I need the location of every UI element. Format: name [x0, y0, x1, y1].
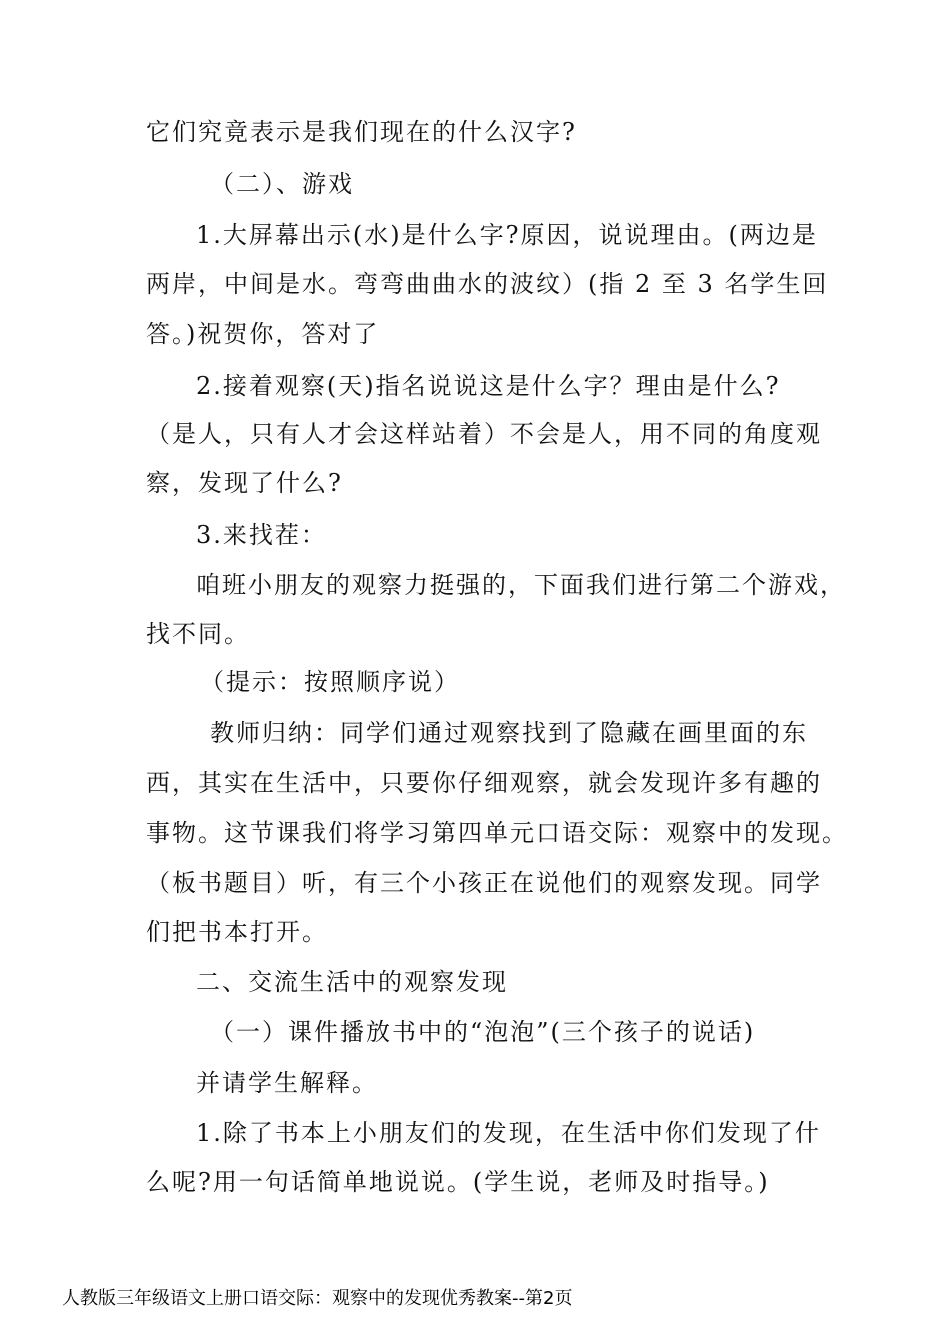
text-line: 教师归纳：同学们通过观察找到了隐藏在画里面的东 — [210, 719, 808, 747]
text-line: （一）课件播放书中的“泡泡”(三个孩子的说话) — [210, 1018, 756, 1046]
text-line: 并请学生解释。 — [196, 1069, 378, 1097]
page-footer: 人教版三年级语文上册口语交际：观察中的发现优秀教案--第2页 — [62, 1288, 573, 1309]
text-line: 3.来找茬： — [196, 521, 327, 549]
section-heading: （二）、游戏 — [210, 170, 354, 198]
text-line: （是人，只有人才会这样站着）不会是人，用不同的角度观 — [146, 420, 822, 448]
text-line: 答。)祝贺你，答对了 — [146, 320, 380, 348]
text-line: 1.大屏幕出示(水)是什么字?原因，说说理由。(两边是 — [196, 221, 818, 249]
text-line: （板书题目）听，有三个小孩正在说他们的观察发现。同学 — [146, 869, 822, 897]
text-line: 么呢?用一句话简单地说说。(学生说，老师及时指导。) — [146, 1168, 770, 1196]
text-line: （提示：按照顺序说） — [200, 668, 460, 696]
text-line: 2.接着观察(天)指名说说这是什么字？理由是什么? — [196, 372, 781, 400]
section-heading: 二、交流生活中的观察发现 — [196, 968, 508, 996]
text-line: 事物。这节课我们将学习第四单元口语交际：观察中的发现。 — [146, 819, 848, 847]
text-line: 1.除了书本上小朋友们的发现，在生活中你们发现了什 — [196, 1119, 821, 1147]
text-line: 两岸，中间是水。弯弯曲曲水的波纹）(指 2 至 3 名学生回 — [146, 270, 829, 298]
text-line: 它们究竟表示是我们现在的什么汉字? — [146, 118, 577, 146]
text-line: 找不同。 — [146, 620, 250, 648]
text-line: 察，发现了什么? — [146, 469, 343, 497]
text-line: 咱班小朋友的观察力挺强的，下面我们进行第二个游戏， — [196, 571, 846, 599]
text-line: 西，其实在生活中，只要你仔细观察，就会发现许多有趣的 — [146, 769, 822, 797]
text-line: 们把书本打开。 — [146, 918, 328, 946]
